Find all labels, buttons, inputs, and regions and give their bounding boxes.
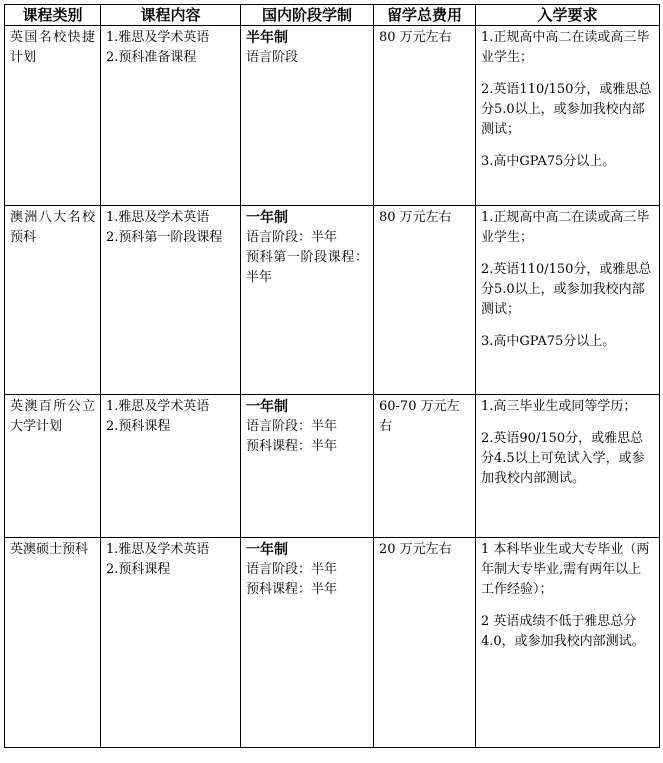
content-line: 1.雅思及学术英语 [106, 210, 210, 225]
content-line: 2.预科课程 [106, 419, 171, 434]
requirement-item: 2 英语成绩不低于雅思总分 4.0，或参加我校内部测试。 [481, 614, 645, 649]
requirement-item: 2.英语110/150分，或雅思总分5.0以上，或参加我校内部测试； [481, 262, 652, 317]
table-row [5, 26, 660, 206]
duration-line: 预科课程：半年 [246, 582, 338, 597]
table-row [5, 395, 660, 538]
content-line: 1.雅思及学术英语 [106, 542, 210, 557]
content-line: 1.雅思及学术英语 [106, 30, 210, 45]
duration-line: 语言阶段：半年 [246, 419, 338, 434]
cell-content [101, 206, 241, 395]
duration-title: 一年制 [246, 210, 288, 226]
cell-duration [241, 538, 374, 748]
cell-cost: 60-70 万元左右 [374, 395, 476, 538]
cell-category: 英澳硕士预科 [5, 538, 101, 748]
cell-category: 澳洲八大名校预科 [5, 206, 101, 395]
cell-cost: 80 万元左右 [374, 206, 476, 395]
cell-requirements [476, 206, 660, 395]
duration-title: 一年制 [246, 542, 288, 558]
cell-content [101, 538, 241, 748]
requirement-item: 2.英语90/150分，或雅思总分4.5以上可免试入学，或参加我校内部测试。 [481, 431, 645, 486]
header-row [5, 5, 660, 26]
program-table [4, 4, 660, 748]
duration-line: 语言阶段：半年 [246, 230, 338, 245]
duration-title: 半年制 [246, 30, 288, 46]
duration-line: 语言阶段：半年 [246, 562, 338, 577]
requirement-item: 3.高中GPA75分以上。 [481, 154, 616, 169]
cell-duration [241, 206, 374, 395]
duration-line: 语言阶段 [246, 50, 299, 65]
requirement-item: 3.高中GPA75分以上。 [481, 334, 616, 349]
requirement-item: 1 本科毕业生或大专毕业（两年制大专毕业,需有两年以上工作经验）； [481, 542, 650, 597]
content-line: 2.预科准备课程 [106, 50, 197, 65]
duration-line: 预科课程：半年 [246, 439, 338, 454]
header-content: 课程内容 [101, 5, 241, 26]
cell-requirements [476, 538, 660, 748]
cell-duration [241, 395, 374, 538]
requirement-item: 1.高三毕业生或同等学历； [481, 399, 637, 414]
table-row [5, 206, 660, 395]
header-duration: 国内阶段学制 [241, 5, 374, 26]
cell-cost: 20 万元左右 [374, 538, 476, 748]
cell-cost: 80 万元左右 [374, 26, 476, 206]
content-line: 1.雅思及学术英语 [106, 399, 210, 414]
duration-line: 预科第一阶段课程：半年 [246, 250, 368, 285]
cell-duration [241, 26, 374, 206]
cell-content [101, 395, 241, 538]
requirement-item: 2.英语110/150分，或雅思总分5.0以上，或参加我校内部测试； [481, 82, 652, 137]
cell-category: 英澳百所公立大学计划 [5, 395, 101, 538]
header-cost: 留学总费用 [374, 5, 476, 26]
cell-requirements [476, 26, 660, 206]
cell-content [101, 26, 241, 206]
content-line: 2.预科课程 [106, 562, 171, 577]
header-requirements: 入学要求 [476, 5, 660, 26]
cell-requirements [476, 395, 660, 538]
requirement-item: 1.正规高中高二在读或高三毕业学生； [481, 210, 650, 245]
requirement-item: 1.正规高中高二在读或高三毕业学生； [481, 30, 650, 65]
cell-category: 英国名校快捷计划 [5, 26, 101, 206]
duration-title: 一年制 [246, 399, 288, 415]
header-category: 课程类别 [5, 5, 101, 26]
content-line: 2.预科第一阶段课程 [106, 230, 223, 245]
table-row [5, 538, 660, 748]
